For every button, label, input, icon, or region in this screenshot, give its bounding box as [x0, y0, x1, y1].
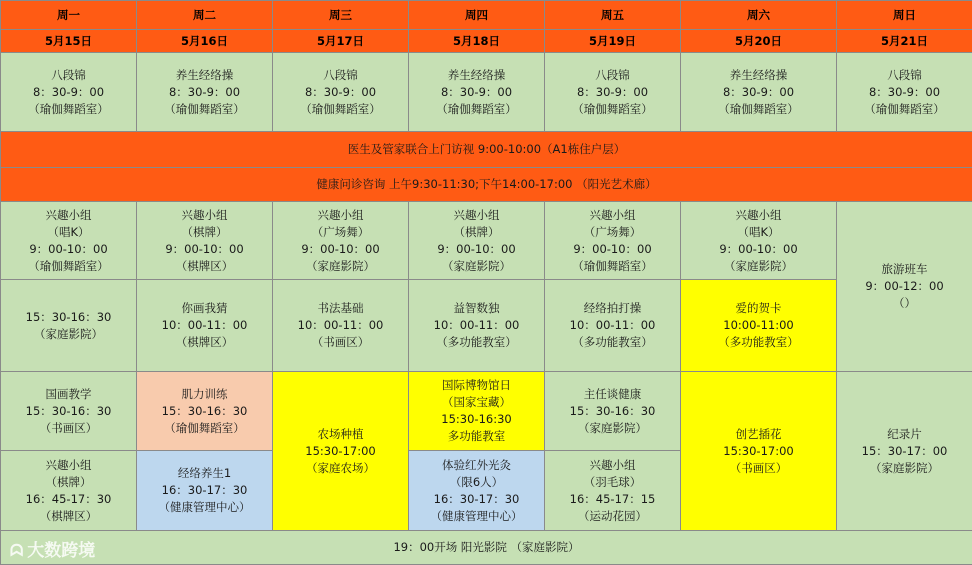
- day-header: 周四: [409, 1, 545, 30]
- activity-time: 15：30-16：30: [545, 403, 680, 420]
- activity-time: 16：45-17：30: [1, 491, 136, 508]
- afternoon-cell-fri-b: [545, 451, 681, 531]
- activity-place: （多功能教室）: [545, 334, 680, 351]
- activity-time: 10：00-11：00: [273, 317, 408, 334]
- date-header: 5月17日: [273, 30, 409, 53]
- activity-place: （瑜伽舞蹈室）: [545, 101, 680, 118]
- afternoon-cell-mon-a: [1, 372, 137, 451]
- interest-cell-fri: [545, 202, 681, 280]
- activity-title: 养生经络操: [137, 67, 272, 84]
- activity-place: （家庭影院）: [681, 258, 836, 275]
- activity-time: 9：00-10：00: [681, 241, 836, 258]
- activity-time: 9：00-10：00: [1, 241, 136, 258]
- afternoon-cell-tue-b: [137, 451, 273, 531]
- sunday-trip-cell: [837, 202, 972, 372]
- activity-title: 你画我猜: [137, 300, 272, 317]
- afternoon-cell-mon-b: [1, 451, 137, 531]
- activity-place: （瑜伽舞蹈室）: [545, 258, 680, 275]
- evening-row: [1, 531, 972, 565]
- activity-place: （健康管理中心）: [409, 508, 544, 525]
- activity-title: 兴趣小组: [681, 207, 836, 224]
- activity-place: （棋牌区）: [1, 508, 136, 525]
- activity-title: 益智数独: [409, 300, 544, 317]
- health-consult-banner: 健康问诊咨询 上午9:30-11:30;下午14:00-17:00 （阳光艺术廊）: [1, 168, 972, 202]
- interest-cell-sat: [681, 202, 837, 280]
- activity-title: 旅游班车: [837, 261, 972, 278]
- morning-row: [1, 53, 972, 132]
- activity-place: （家庭农场）: [273, 460, 408, 477]
- activity-place: （瑜伽舞蹈室）: [837, 101, 972, 118]
- activity-place: （瑜伽舞蹈室）: [1, 101, 136, 118]
- date-header: 5月21日: [837, 30, 972, 53]
- activity-place: （健康管理中心）: [137, 499, 272, 516]
- activity-place: （家庭影院）: [837, 460, 972, 477]
- activity-title: 兴趣小组: [1, 457, 136, 474]
- activity-place: （瑜伽舞蹈室）: [1, 258, 136, 275]
- midmorning-cell-tue: [137, 280, 273, 372]
- activity-time: 8：30-9：00: [837, 84, 972, 101]
- activity-title: 经络拍打操: [545, 300, 680, 317]
- home-visit-banner: 医生及管家联合上门访视 9:00-10:00（A1栋住户层）: [1, 132, 972, 168]
- activity-time: 9：00-10：00: [409, 241, 544, 258]
- morning-cell-fri: [545, 53, 681, 132]
- afternoon-cell-sat: [681, 372, 837, 531]
- date-header: 5月18日: [409, 30, 545, 53]
- activity-subtitle: （唱K）: [681, 224, 836, 241]
- activity-place: （家庭影院）: [545, 420, 680, 437]
- morning-cell-sat: [681, 53, 837, 132]
- activity-subtitle: （羽毛球）: [545, 474, 680, 491]
- afternoon-row-1: [1, 372, 972, 451]
- morning-cell-wed: [273, 53, 409, 132]
- activity-title: 经络养生1: [137, 465, 272, 482]
- date-header: 5月16日: [137, 30, 273, 53]
- activity-title: 八段锦: [273, 67, 408, 84]
- afternoon-cell-fri-a: [545, 372, 681, 451]
- activity-subtitle: （棋牌）: [1, 474, 136, 491]
- watermark: [10, 536, 95, 561]
- activity-subtitle: （棋牌）: [409, 224, 544, 241]
- activity-subtitle: （限6人）: [409, 474, 544, 491]
- midmorning-cell-fri: [545, 280, 681, 372]
- activity-time: 8：30-9：00: [681, 84, 836, 101]
- activity-place: （瑜伽舞蹈室）: [273, 101, 408, 118]
- activity-title: 体验红外光灸: [409, 457, 544, 474]
- day-header: 周二: [137, 1, 273, 30]
- interest-cell-wed: [273, 202, 409, 280]
- day-header: 周一: [1, 1, 137, 30]
- day-header: 周六: [681, 1, 837, 30]
- activity-time: 10：00-11：00: [409, 317, 544, 334]
- evening-movie-banner: 19：00开场 阳光影院 （家庭影院）: [1, 531, 972, 565]
- activity-place: （多功能教室）: [409, 334, 544, 351]
- midmorning-cell-mon: [1, 280, 137, 372]
- activity-place: （瑜伽舞蹈室）: [409, 101, 544, 118]
- activity-time: 15：30-16：30: [1, 309, 136, 326]
- activity-place: （家庭影院）: [409, 258, 544, 275]
- day-header: 周三: [273, 1, 409, 30]
- activity-time: 15:30-17:00: [273, 443, 408, 460]
- activity-time: 15：30-16：30: [137, 403, 272, 420]
- day-header: 周五: [545, 1, 681, 30]
- morning-cell-thu: [409, 53, 545, 132]
- activity-place: （瑜伽舞蹈室）: [681, 101, 836, 118]
- activity-place: （多功能教室）: [681, 334, 836, 351]
- date-header: 5月20日: [681, 30, 837, 53]
- activity-subtitle: （棋牌）: [137, 224, 272, 241]
- midmorning-cell-thu: [409, 280, 545, 372]
- midmorning-cell-sat: [681, 280, 837, 372]
- activity-time: 8：30-9：00: [1, 84, 136, 101]
- afternoon-cell-tue-a: [137, 372, 273, 451]
- activity-time: 10：00-11：00: [137, 317, 272, 334]
- date-header: 5月15日: [1, 30, 137, 53]
- activity-time: 8：30-9：00: [545, 84, 680, 101]
- activity-title: 农场种植: [273, 426, 408, 443]
- activity-time: 8：30-9：00: [409, 84, 544, 101]
- activity-place: （棋牌区）: [137, 258, 272, 275]
- midmorning-row: [1, 280, 972, 372]
- activity-place: （运动花园）: [545, 508, 680, 525]
- activity-place: （）: [837, 295, 972, 312]
- activity-subtitle: （国家宝藏）: [409, 394, 544, 411]
- activity-place: （家庭影院）: [1, 326, 136, 343]
- activity-time: 8：30-9：00: [273, 84, 408, 101]
- day-header: 周日: [837, 1, 972, 30]
- banner-row-2: [1, 168, 972, 202]
- interest-row: [1, 202, 972, 280]
- interest-cell-mon: [1, 202, 137, 280]
- activity-title: 纪录片: [837, 426, 972, 443]
- activity-time: 9：00-12：00: [837, 278, 972, 295]
- activity-time: 16：45-17：15: [545, 491, 680, 508]
- activity-place: 多功能教室: [409, 428, 544, 445]
- activity-time: 15：30-17：00: [837, 443, 972, 460]
- activity-time: 15:30-17:00: [681, 443, 836, 460]
- activity-time: 9：00-10：00: [545, 241, 680, 258]
- afternoon-cell-thu-b: [409, 451, 545, 531]
- activity-title: 养生经络操: [681, 67, 836, 84]
- activity-time: 10：00-11：00: [545, 317, 680, 334]
- activity-title: 兴趣小组: [545, 457, 680, 474]
- morning-cell-mon: [1, 53, 137, 132]
- activity-title: 兴趣小组: [1, 207, 136, 224]
- activity-title: 兴趣小组: [137, 207, 272, 224]
- activity-time: 16：30-17：30: [409, 491, 544, 508]
- activity-title: 爱的贺卡: [681, 300, 836, 317]
- activity-title: 八段锦: [545, 67, 680, 84]
- activity-title: 主任谈健康: [545, 386, 680, 403]
- activity-title: 国画教学: [1, 386, 136, 403]
- activity-subtitle: （唱K）: [1, 224, 136, 241]
- interest-cell-tue: [137, 202, 273, 280]
- activity-time: 15：30-16：30: [1, 403, 136, 420]
- activity-place: （书画区）: [1, 420, 136, 437]
- watermark-text: 大数跨境: [27, 541, 95, 561]
- activity-time: 10:00-11:00: [681, 317, 836, 334]
- activity-time: 9：00-10：00: [137, 241, 272, 258]
- afternoon-cell-thu-a: [409, 372, 545, 451]
- activity-title: 兴趣小组: [273, 207, 408, 224]
- activity-time: 16：30-17：30: [137, 482, 272, 499]
- activity-title: 肌力训练: [137, 386, 272, 403]
- midmorning-cell-wed: [273, 280, 409, 372]
- activity-place: （书画区）: [681, 460, 836, 477]
- activity-place: （家庭影院）: [273, 258, 408, 275]
- date-header-row: [1, 30, 972, 53]
- banner-row-1: [1, 132, 972, 168]
- morning-cell-tue: [137, 53, 273, 132]
- activity-subtitle: （广场舞）: [273, 224, 408, 241]
- activity-title: 兴趣小组: [545, 207, 680, 224]
- activity-place: （书画区）: [273, 334, 408, 351]
- activity-title: 养生经络操: [409, 67, 544, 84]
- day-header-row: [1, 1, 972, 30]
- activity-subtitle: （广场舞）: [545, 224, 680, 241]
- activity-place: （瑜伽舞蹈室）: [137, 420, 272, 437]
- activity-title: 创艺插花: [681, 426, 836, 443]
- activity-title: 书法基础: [273, 300, 408, 317]
- activity-title: 八段锦: [837, 67, 972, 84]
- date-header: 5月19日: [545, 30, 681, 53]
- afternoon-cell-sun: [837, 372, 972, 531]
- activity-time: 15:30-16:30: [409, 411, 544, 428]
- afternoon-cell-wed: [273, 372, 409, 531]
- activity-place: （棋牌区）: [137, 334, 272, 351]
- activity-time: 9：00-10：00: [273, 241, 408, 258]
- watermark-logo-icon: ᗣ: [10, 541, 23, 560]
- activity-time: 8：30-9：00: [137, 84, 272, 101]
- activity-title: 兴趣小组: [409, 207, 544, 224]
- interest-cell-thu: [409, 202, 545, 280]
- activity-place: （瑜伽舞蹈室）: [137, 101, 272, 118]
- activity-title: 八段锦: [1, 67, 136, 84]
- morning-cell-sun: [837, 53, 972, 132]
- activity-title: 国际博物馆日: [409, 377, 544, 394]
